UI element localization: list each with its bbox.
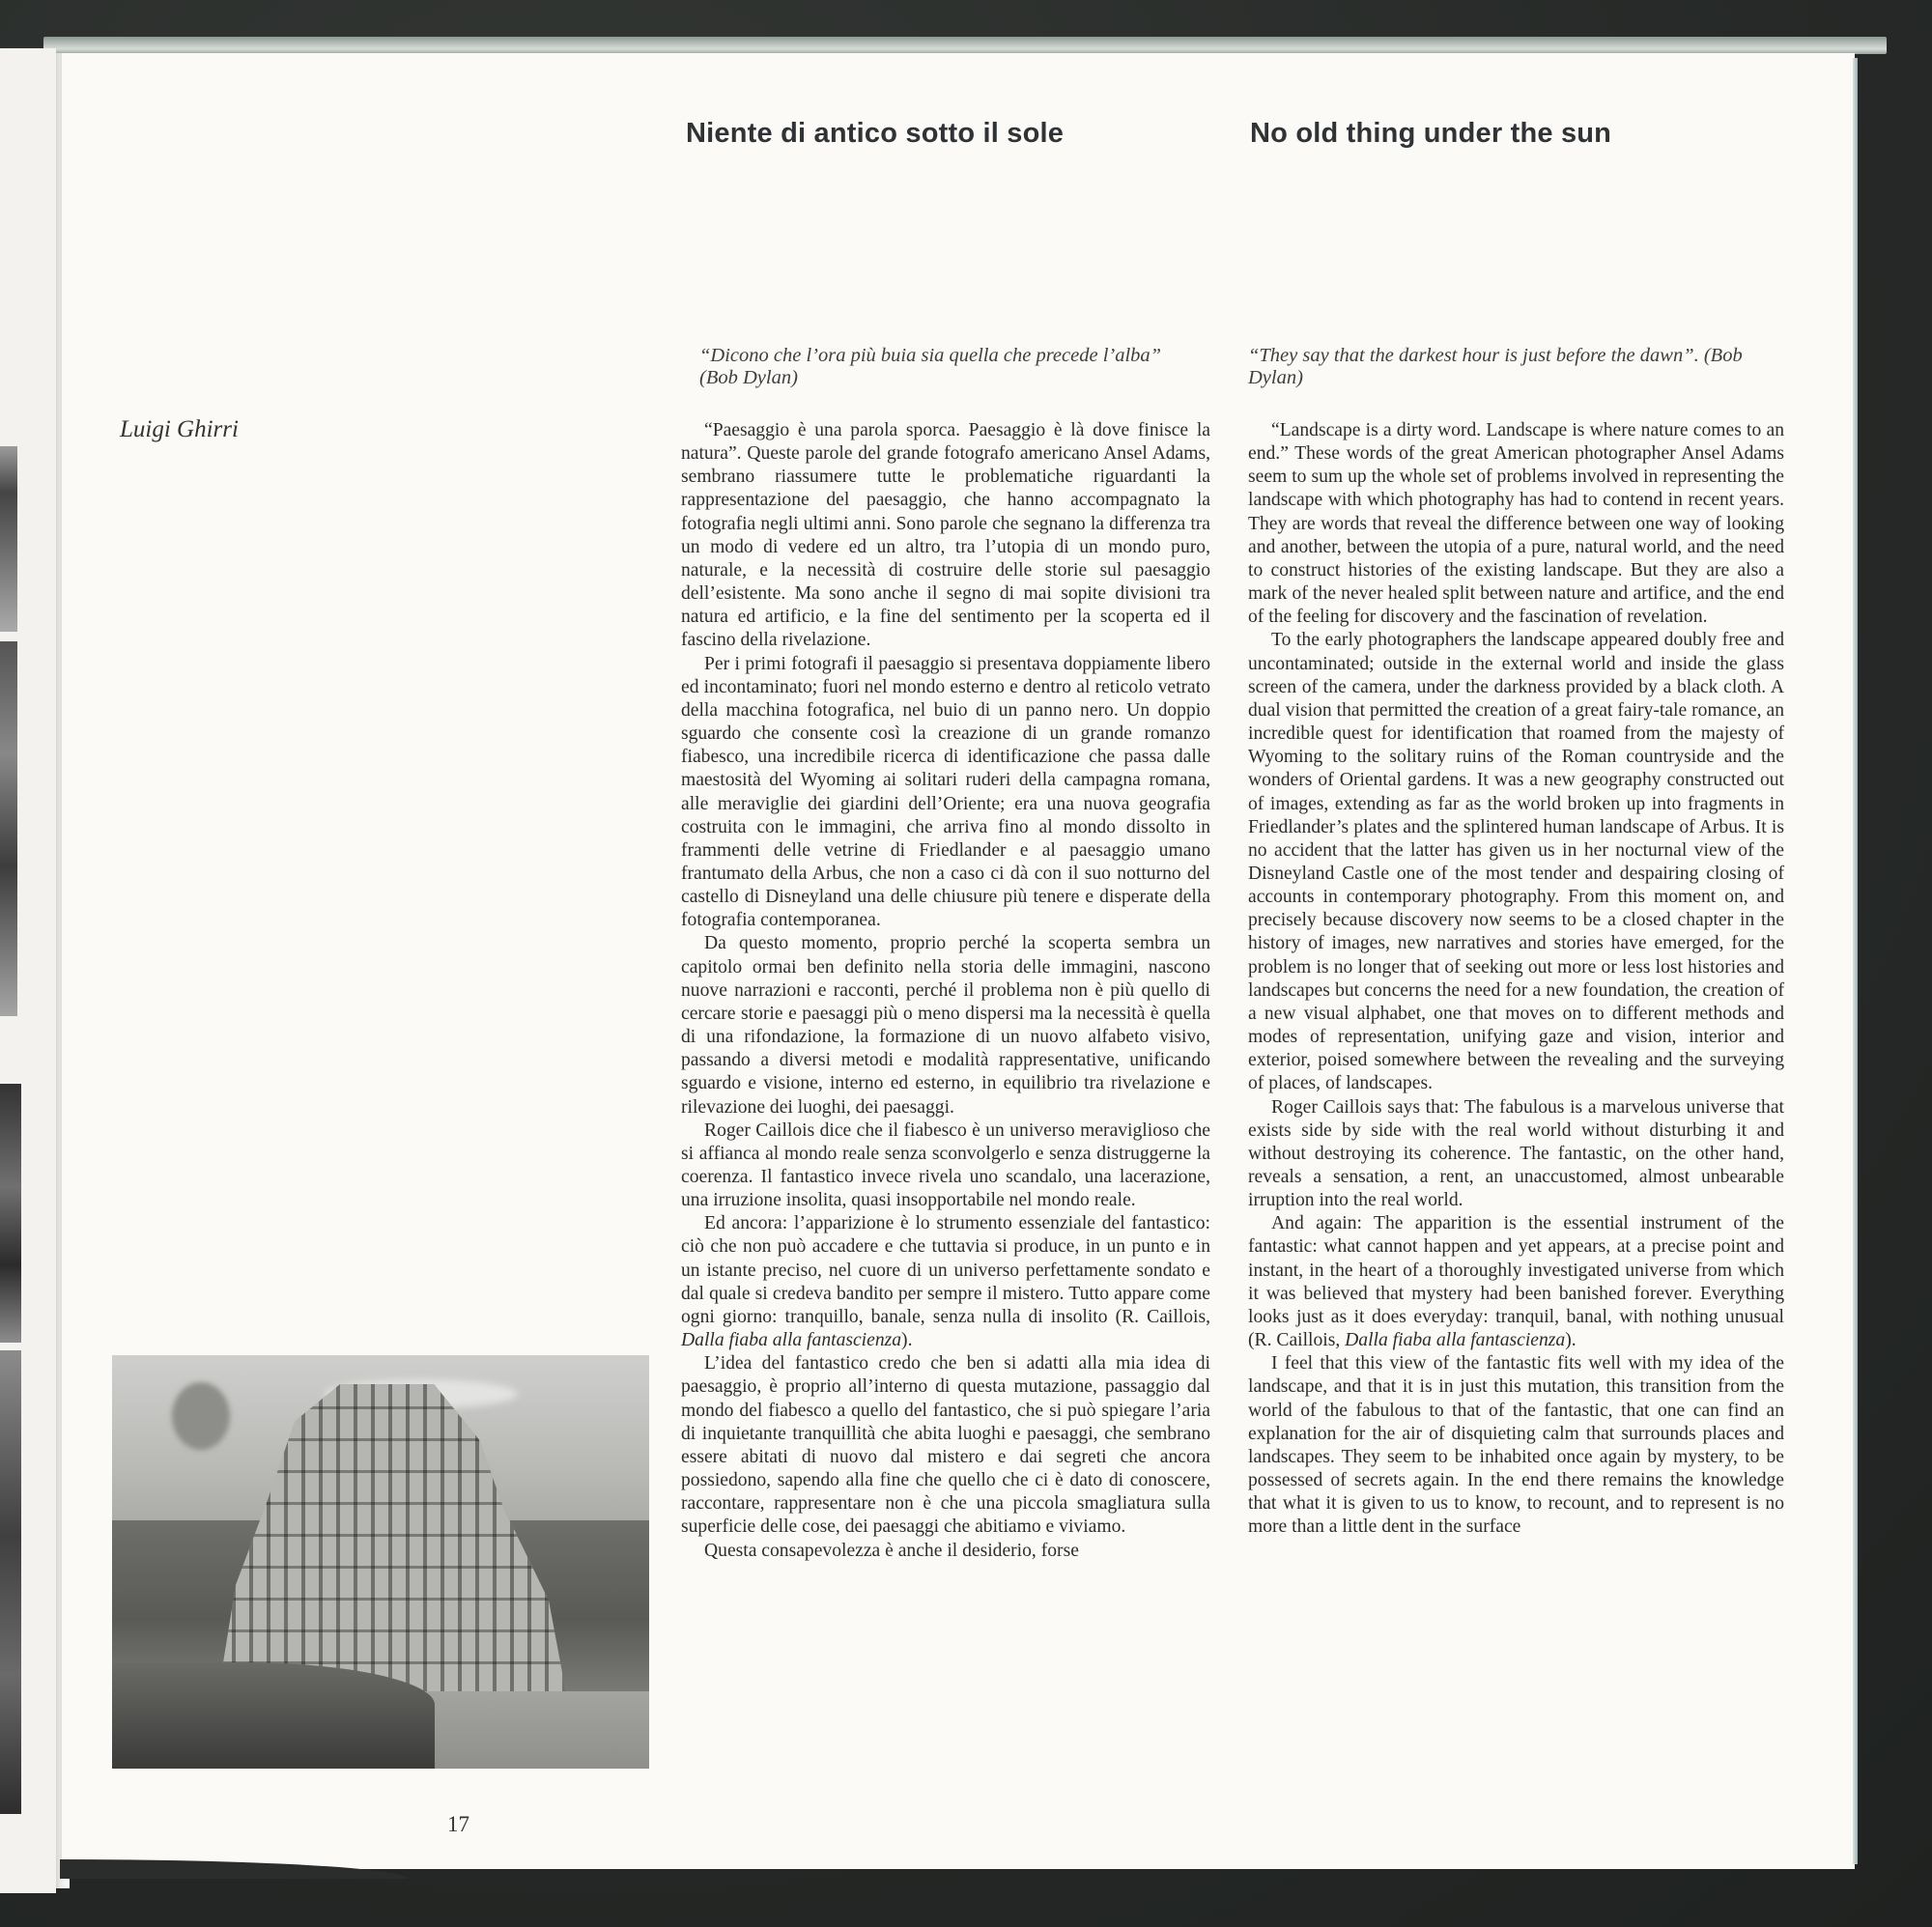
citation-title: Dalla fiaba alla fantascienza	[1345, 1330, 1566, 1351]
paragraph: Questa consapevolezza è anche il desiderio, forse	[704, 1540, 1079, 1561]
paragraph: To the early photographers the landscape appeared doubly free and uncontaminated; outside in the external world and inside the glass screen of the camera, under the darkness provided by a black cloth. A dual vision that permitted the creation of a great fairy-tale romance, an incredible quest for identification that roamed from the majesty of Wyoming to the solitary ruins of the Roman countryside and the wonders of Oriental gardens. It was a new geography constructed out of images, extending as far as the world broken up into fragments in Friedlander’s plates and the splintered human landscape of Arbus. It is no accident that the latter has given us in her nocturnal view of the Disneyland Castle one of the most tender and despairing closing of accounts in contemporary photography. From this moment on, and precisely because discovery now seems to be a closed chapter in the history of images, new narratives and stories have emerged, for the problem is no longer that of seeking out more or less lost histories and landscapes but concerns the need for a new foundation, the creation of a new visual alphabet, one that moves on to different methods and modes of representation, unifying gaze and vision, interior and exterior, poised somewhere between the revealing and the surveying of places, of landscapes.	[1248, 630, 1784, 1094]
paragraph: Per i primi fotografi il paesaggio si presentava doppiamente libero ed incontaminato; fuori nel mondo esterno e dentro al reticolo vetrato della macchina fotografica, nel buio di un panno nero. Un doppio sguardo che consente così la creazione di un grande romanzo fiabesco, una incredibile ricerca di identificazione che passa dalle maestosità del Wyoming ai solitari ruderi della campagna romana, alle meraviglie dei giardini dell’Oriente; era una nuova geografia costruita con le immagini, che arriva fino al mondo dissolto in frammenti delle vetrine di Friedlander e al paesaggio umano frantumato della Arbus, che non a caso ci dà con il suo notturno del castello di Disneyland una delle chiusure più tenere e disperate della fotografia contemporanea.	[681, 653, 1210, 931]
figure-harbor	[408, 1691, 649, 1769]
epigraph-italian: “Dicono che l’ora più buia sia quella che precede l’alba” (Bob Dylan)	[699, 345, 1162, 388]
paragraph-text: Ed ancora: l’apparizione è lo strumento essenziale del fantastico: ciò che non può accadere e che tuttavia si produce, in un punto e in un istante preciso, nel cuore di un universo perfettamente sondato e dal quale si credeva bandito per sempre il mistero. Tutto appare come ogni giorno: tranquillo, banale, senza nulla di insolito (R. Caillois,	[681, 1213, 1210, 1327]
facing-page-photo	[0, 1350, 21, 1814]
paragraph: L’idea del fantastico credo che ben si adatti alla mia idea di paesaggio, è proprio all’interno di questa mutazione, passaggio dal mondo del fiabesco a quello del fantastico, che si può spiegare l’aria di inquietante tranquillità che abita luoghi e paesaggi, che sembrano essere abitati di nuovo dal mistero e dai segreti che ancora possiedono, sapendo alla fine che quello che ci è dato di conoscere, raccontare, rappresentare non è che una piccola smagliatura sulla superficie delle cose, dei paesaggi che abitiamo e viviamo.	[681, 1353, 1210, 1538]
paragraph-with-citation	[681, 1212, 1210, 1352]
page-right-edge	[1853, 58, 1858, 1864]
citation-title: Dalla fiaba alla fantascienza	[681, 1330, 902, 1351]
page-number: 17	[447, 1812, 469, 1836]
title-english: No old thing under the sun	[1250, 118, 1612, 149]
facing-page-photo	[0, 446, 17, 632]
body-column-english	[1248, 419, 1784, 1540]
paragraph: Da questo momento, proprio perché la scoperta sembra un capitolo ormai ben definito nella storia delle immagini, nascono nuove narrazioni e racconti, perché il problema non è più quello di cercare storie e paesaggi più o meno dispersi ma la necessità è quella di una rifondazione, la formazione di un nuovo alfabeto visivo, passando a diversi metodi e modalità rappresentative, unificando sguardo e visione, interno ed esterno, in equilibrio tra rivelazione e rilevazione dei luoghi, dei paesaggi.	[681, 933, 1210, 1118]
paragraph: Roger Caillois says that: The fabulous is a marvelous universe that exists side by side with the real world without disturbing it and without destroying its coherence. The fantastic, on the other hand, reveals a sensation, a rent, an unaccustomed, almost unbearable irruption into the real world.	[1248, 1096, 1784, 1211]
figure-foreground-figures	[112, 1662, 435, 1769]
figure-cloud	[172, 1382, 230, 1450]
paragraph: “Paesaggio è una parola sporca. Paesaggio è là dove finisce la natura”. Queste parole del grande fotografo americano Ansel Adams, sembrano riassumere tutte le problematiche riguardanti la rappresentazione del paesaggio, che hanno accompagnato la fotografia negli ultimi anni. Sono parole che segnano la differenza tra un modo di vedere ed un altro, tra l’utopia di un mondo puro, naturale, e la necessità di costruire delle storie sul paesaggio dell’esistente. Ma sono anche il segno di mai sopite divisioni tra natura ed artificio, e la fine del sentimento per la scoperta ed il fascino della rivelazione.	[681, 420, 1210, 651]
facing-page-edge	[0, 48, 56, 1893]
author-name: Luigi Ghirri	[120, 416, 239, 442]
body-column-italian	[681, 419, 1210, 1563]
facing-page-photo	[0, 1084, 21, 1343]
tower-of-babel-illustration	[112, 1355, 649, 1769]
paragraph-text: And again: The apparition is the essential instrument of the fantastic: what cannot happen and yet appears, at a precise point and instant, in the heart of a thoroughly investigated universe from which it was believed that mystery had been banished forever. Everything looks just as it does everyday: tranquil, banal, with nothing unusual (R. Caillois,	[1248, 1213, 1784, 1351]
title-italian: Niente di antico sotto il sole	[686, 118, 1065, 149]
paragraph: “Landscape is a dirty word. Landscape is where nature comes to an end.” These words of the great American photographer Ansel Adams seem to sum up the whole set of problems involved in representing the landscape with which photography has had to contend in recent years. They are words that reveal the difference between one way of looking and another, between the utopia of a pure, natural world, and the need to construct histories of the existing landscape. But they are also a mark of the never healed split between nature and artifice, and the end of the feeling for discovery and the fascination of revelation.	[1248, 420, 1784, 628]
facing-page-photo	[0, 641, 17, 1016]
citation-close: ).	[901, 1330, 913, 1351]
paragraph: Roger Caillois dice che il fiabesco è un universo meraviglioso che si affianca al mondo reale senza sconvolgerlo e senza distruggerne la coerenza. Il fantastico invece rivela uno scandalo, una lacerazione, una irruzione insolita, quasi insopportabile nel mondo reale.	[681, 1119, 1210, 1211]
epigraph-english: “They say that the darkest hour is just before the dawn”. (Bob Dylan)	[1248, 345, 1743, 388]
paragraph-with-citation	[1248, 1212, 1784, 1352]
page-stack-edge	[43, 37, 1887, 54]
page-curl	[60, 1859, 408, 1879]
paragraph: I feel that this view of the fantastic fits well with my idea of the landscape, and that it is in just this mutation, this transition from the world of the fabulous to that of the fantastic, that one can find an explanation for the air of disquieting calm that surrounds places and landscapes. They seem to be inhabited once again by mystery, to be possessed of secrets again. In the end there remains the knowledge that what it is given to us to know, to recount, and to represent is no more than a little dent in the surface	[1248, 1353, 1784, 1538]
citation-close: ).	[1565, 1330, 1577, 1351]
